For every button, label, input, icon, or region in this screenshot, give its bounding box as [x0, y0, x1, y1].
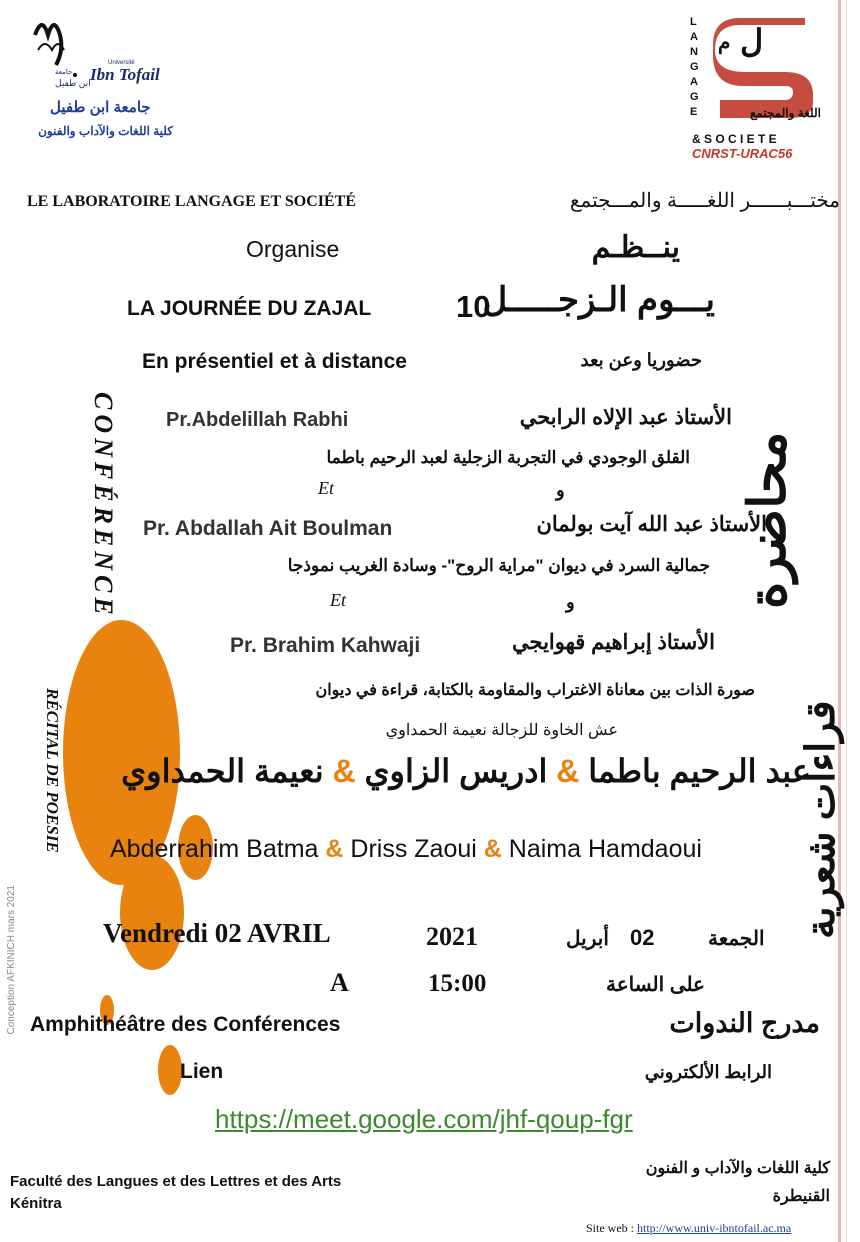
- connector-et-1: Et: [318, 478, 334, 498]
- meeting-link[interactable]: https://meet.google.com/jhf-qoup-fgr: [215, 1104, 633, 1134]
- speaker-3-topic-ar-2: عش الخاوة للزجالة نعيمة الحمداوي: [385, 722, 618, 739]
- date-fr: Vendredi 02 AVRIL: [103, 918, 331, 948]
- side-ar-poetry: قراءات شعرية: [799, 700, 843, 940]
- date-ar-weekday: الجمعة: [708, 928, 765, 950]
- connector-wa-1: و: [556, 480, 565, 500]
- poets-ar-row: [105, 752, 811, 790]
- side-ar-lecture: محاضرة: [739, 431, 797, 609]
- university-label-small: Université: [108, 60, 135, 66]
- amp-fr-1: &: [325, 835, 344, 863]
- poet-ar-3: نعيمة الحمداوي: [121, 753, 324, 789]
- speaker-3-topic-ar: صورة الذات بين معاناة الاغتراب والمقاومة بالكتابة، قراءة في ديوان: [315, 682, 755, 699]
- venue-fr: Amphithéâtre des Conférences: [30, 1013, 341, 1036]
- speaker-2-topic-ar: جمالية السرد في ديوان "مراية الروح"- وسادة الغريب نموذجا: [287, 556, 710, 575]
- time-value: 15:00: [428, 970, 487, 997]
- connector-et-2: Et: [330, 590, 346, 610]
- amp-ar-1: &: [556, 753, 580, 789]
- event-number: 10: [456, 289, 491, 324]
- organise-fr: Organise: [246, 236, 340, 262]
- side-recital: RÉCITAL DE POESIE: [43, 688, 62, 853]
- side-credit: Conception AFKINICH mars 2021: [6, 885, 17, 1035]
- footer-site: [586, 1221, 791, 1236]
- date-ar-month: أبريل: [566, 928, 609, 950]
- poet-fr-3: Naima Hamdaoui: [508, 835, 702, 863]
- right-border-line: [838, 0, 841, 1242]
- speaker-1-fr: Pr.Abdelillah Rabhi: [166, 409, 349, 431]
- small-orange-circle-3: [158, 1045, 182, 1095]
- poet-ar-1: عبد الرحيم باطما: [588, 753, 811, 789]
- lab-logo-societe: & S O C I E T E: [692, 132, 777, 146]
- amp-fr-2: &: [483, 835, 502, 863]
- university-logo: [20, 10, 180, 140]
- speaker-3-ar: الأستاذ إبراهيم قهوايجي: [512, 631, 715, 654]
- connector-wa-2: و: [566, 592, 575, 612]
- speaker-3-fr: Pr. Brahim Kahwaji: [230, 634, 421, 657]
- footer-faculty-fr: Faculté des Langues et des Lettres et des Arts: [10, 1173, 342, 1190]
- mode-fr: En présentiel et à distance: [142, 350, 407, 373]
- faculty-name-ar-header: كلية اللغات والآداب والفنون: [38, 124, 173, 138]
- organise-ar: ينــظـم: [591, 231, 680, 264]
- venue-ar: مدرج الندوات: [669, 1008, 820, 1038]
- link-label-fr: Lien: [180, 1060, 224, 1083]
- lab-title-fr: LE LABORATOIRE LANGAGE ET SOCIÉTÉ: [27, 193, 356, 210]
- lab-logo-lam: ل: [740, 23, 764, 59]
- footer-site-label: Site web :: [586, 1221, 637, 1235]
- poet-fr-2: Driss Zaoui: [350, 835, 477, 863]
- poet-ar-2: ادريس الزاوي: [364, 753, 548, 789]
- medium-orange-circle: [120, 855, 184, 970]
- lab-logo-vertical-letters: LANGAGE: [690, 16, 699, 118]
- time-at-fr: A: [330, 968, 349, 997]
- lab-logo-code: CNRST-URAC56: [692, 146, 793, 161]
- link-label-ar: الرابط الألكتروني: [644, 1062, 772, 1082]
- footer-city-fr: Kénitra: [10, 1195, 62, 1212]
- right-border-line-thin: [846, 0, 847, 1242]
- event-title-fr: LA JOURNÉE DU ZAJAL: [127, 297, 372, 320]
- footer-faculty-ar: كلية اللغات والآداب و الفنون: [645, 1160, 830, 1177]
- mode-ar: حضوريا وعن بعد: [580, 350, 702, 370]
- university-name-ar: جامعة ابن طفيل: [50, 99, 151, 116]
- poets-fr-row: [110, 835, 702, 864]
- footer-site-link[interactable]: http://www.univ-ibntofail.ac.ma: [637, 1221, 792, 1235]
- lab-logo-ar: اللغة والمجتمع: [750, 106, 821, 120]
- poet-fr-1: Abderrahim Batma: [110, 835, 319, 863]
- university-ar-small: جامعة: [55, 69, 73, 76]
- side-conference: CONFÉRENCE: [89, 392, 118, 620]
- speaker-2-fr: Pr. Abdallah Ait Boulman: [143, 517, 393, 540]
- lab-title-ar: مختـــبــــــر اللغـــــة والمـــجتمع: [569, 190, 840, 212]
- speaker-1-topic-ar: القلق الوجودي في التجربة الزجلية لعبد الرحيم باطما: [326, 448, 690, 467]
- speaker-1-ar: الأستاذ عبد الإلاه الرابحي: [519, 406, 732, 429]
- date-year: 2021: [426, 922, 478, 951]
- university-ar-small-2: ابن طفيل: [55, 78, 91, 88]
- lab-s-icon: [705, 10, 823, 120]
- university-name-latin: Ibn Tofail: [90, 65, 160, 84]
- time-at-ar: على الساعة: [605, 974, 705, 996]
- footer-city-ar: القنيطرة: [772, 1188, 830, 1205]
- date-ar-day: 02: [630, 925, 655, 950]
- event-title-ar: يـــوم الـزجـــــل: [482, 281, 715, 319]
- speaker-2-ar: الأستاذ عبد الله آيت بولمان: [536, 513, 767, 536]
- lab-logo-mim: م: [718, 32, 731, 54]
- amp-ar-2: &: [332, 753, 356, 789]
- lab-logo: [690, 10, 835, 160]
